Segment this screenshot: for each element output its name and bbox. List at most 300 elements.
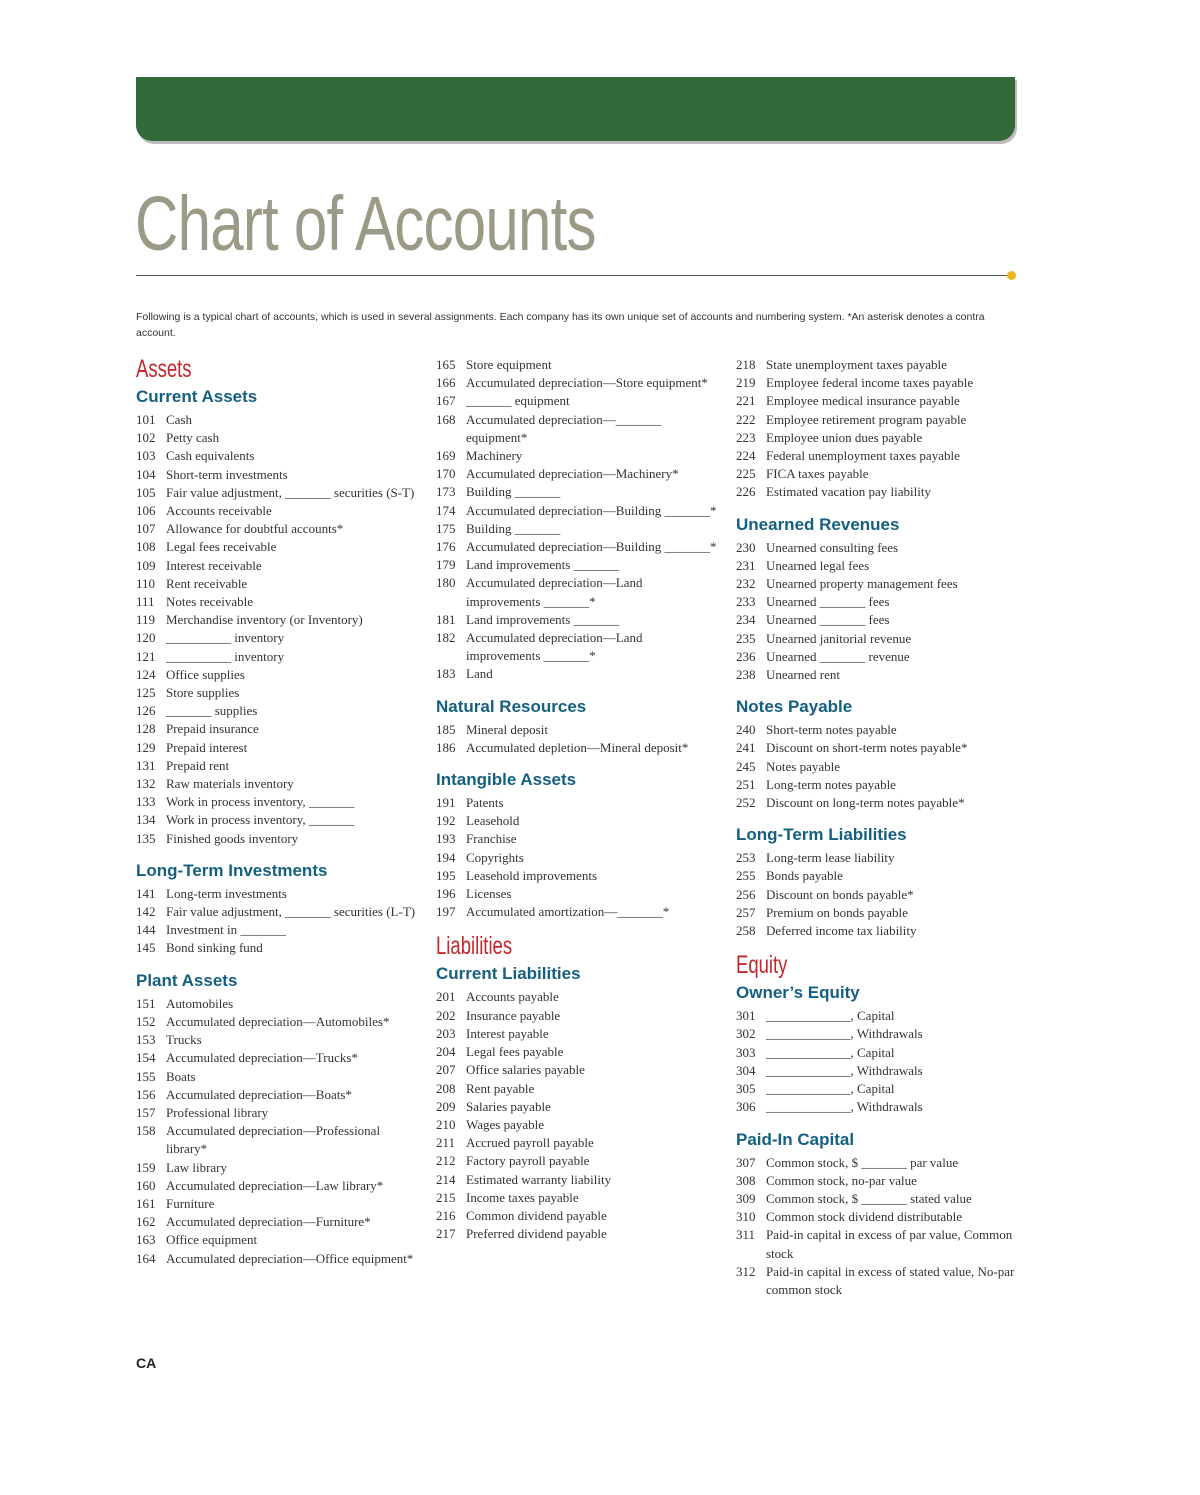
account-row bbox=[136, 1231, 418, 1249]
account-name: Notes receivable bbox=[166, 594, 253, 610]
account-row bbox=[436, 1207, 718, 1225]
intro-text: Following is a typical chart of accounts, which is used in several assignments. Each company has its own unique set of accounts and numbering system. *An asterisk denotes a contra account. bbox=[136, 311, 985, 339]
subsection-heading: Natural Resources bbox=[436, 696, 587, 716]
account-number: 231 bbox=[736, 557, 756, 573]
account-number: 101 bbox=[136, 412, 156, 427]
account-number: 162 bbox=[136, 1214, 156, 1230]
account-name: _____________, Withdrawals bbox=[766, 1062, 923, 1078]
account-number: 144 bbox=[136, 922, 156, 938]
account-number: 106 bbox=[136, 503, 156, 519]
account-name: Salaries payable bbox=[466, 1098, 551, 1114]
account-row bbox=[736, 1208, 1018, 1226]
account-group-long-term-liabilities bbox=[736, 824, 1018, 940]
account-name: _______ equipment bbox=[466, 393, 570, 409]
account-row bbox=[436, 739, 718, 757]
account-row bbox=[436, 988, 718, 1006]
account-number: 110 bbox=[136, 575, 156, 591]
account-number: 197 bbox=[436, 904, 456, 920]
subsection-heading: Owner’s Equity bbox=[736, 983, 860, 1003]
account-number: 255 bbox=[736, 868, 756, 884]
account-row bbox=[136, 466, 418, 484]
account-name: Copyrights bbox=[466, 849, 524, 865]
account-name: Machinery bbox=[466, 448, 523, 464]
rule-dot bbox=[1007, 271, 1016, 280]
account-name: Accumulated depreciation—Office equipment* bbox=[166, 1250, 414, 1266]
account-name: Common stock, no-par value bbox=[766, 1172, 917, 1188]
account-number: 217 bbox=[436, 1226, 456, 1242]
account-number: 202 bbox=[436, 1007, 456, 1023]
account-row bbox=[136, 484, 418, 502]
account-name: Accumulated depreciation—Trucks* bbox=[166, 1050, 358, 1066]
account-name: Interest receivable bbox=[166, 557, 262, 573]
account-number: 120 bbox=[136, 630, 156, 646]
account-number: 111 bbox=[136, 594, 155, 610]
account-row bbox=[436, 849, 718, 867]
account-name: Store supplies bbox=[166, 685, 240, 701]
account-row bbox=[736, 758, 1018, 776]
account-row bbox=[136, 538, 418, 556]
account-row bbox=[136, 629, 418, 647]
account-number: 167 bbox=[436, 393, 456, 409]
subsection-heading: Paid-In Capital bbox=[736, 1129, 855, 1149]
account-name: Office equipment bbox=[166, 1232, 258, 1248]
account-row bbox=[136, 1049, 418, 1067]
account-group-long-term-investments bbox=[136, 860, 418, 958]
subsection-heading: Long-Term Liabilities bbox=[736, 825, 907, 845]
account-row bbox=[436, 556, 718, 574]
account-number: 195 bbox=[436, 867, 456, 883]
account-row bbox=[136, 1195, 418, 1213]
account-number: 252 bbox=[736, 795, 756, 811]
account-number: 121 bbox=[136, 648, 156, 664]
account-name: Preferred dividend payable bbox=[466, 1226, 607, 1242]
account-row bbox=[136, 1031, 418, 1049]
account-row bbox=[136, 557, 418, 575]
account-name: Franchise bbox=[466, 831, 517, 847]
account-row bbox=[736, 666, 1018, 684]
account-name: Short-term investments bbox=[166, 466, 288, 482]
account-row bbox=[136, 793, 418, 811]
account-name: Boats bbox=[166, 1068, 196, 1084]
account-row bbox=[136, 903, 418, 921]
account-name: Employee union dues payable bbox=[766, 429, 923, 445]
column-1 bbox=[136, 356, 418, 1268]
account-row bbox=[736, 1062, 1018, 1080]
account-name: Long-term notes payable bbox=[766, 776, 896, 792]
account-group-plant-assets bbox=[136, 970, 418, 1268]
account-row bbox=[736, 849, 1018, 867]
subsection-heading: Notes Payable bbox=[736, 697, 853, 717]
account-number: 108 bbox=[136, 539, 156, 555]
account-group-current-liabilities bbox=[436, 963, 718, 1243]
account-name: Mineral deposit bbox=[466, 721, 548, 737]
account-row bbox=[736, 447, 1018, 465]
account-row bbox=[136, 830, 418, 848]
account-name: Trucks bbox=[166, 1032, 202, 1048]
account-name: Employee federal income taxes payable bbox=[766, 375, 974, 391]
account-name: Leasehold improvements bbox=[466, 867, 598, 883]
account-number: 209 bbox=[436, 1098, 456, 1114]
account-name: Licenses bbox=[466, 886, 512, 902]
account-row bbox=[736, 1172, 1018, 1190]
account-number: 210 bbox=[436, 1116, 456, 1132]
account-row bbox=[136, 502, 418, 520]
account-number: 166 bbox=[436, 375, 456, 391]
account-number: 176 bbox=[436, 539, 456, 555]
account-row bbox=[136, 429, 418, 447]
account-number: 207 bbox=[436, 1062, 456, 1078]
account-row bbox=[736, 1190, 1018, 1208]
account-row bbox=[736, 648, 1018, 666]
account-name: Accumulated amortization—_______* bbox=[466, 904, 670, 920]
account-row bbox=[736, 1044, 1018, 1062]
account-name: Notes payable bbox=[766, 758, 841, 774]
section-heading-assets: Assets bbox=[136, 355, 192, 383]
account-name: Accumulated depreciation—Automobiles* bbox=[166, 1013, 390, 1029]
account-row bbox=[136, 1250, 418, 1268]
account-number: 185 bbox=[436, 721, 456, 737]
section-heading-equity: Equity bbox=[736, 951, 788, 980]
account-row bbox=[736, 794, 1018, 812]
account-number: 230 bbox=[736, 539, 756, 555]
account-number: 219 bbox=[736, 375, 756, 391]
account-group-unearned-revenues bbox=[736, 514, 1018, 685]
account-row bbox=[136, 1068, 418, 1086]
account-name: Accumulated depreciation—Furniture* bbox=[166, 1214, 371, 1230]
account-number: 161 bbox=[136, 1195, 156, 1211]
account-name: Unearned legal fees bbox=[766, 557, 870, 573]
account-name: Unearned rent bbox=[766, 667, 840, 683]
account-number: 215 bbox=[436, 1189, 456, 1205]
account-name: Wages payable bbox=[466, 1116, 544, 1132]
account-name: Unearned _______ revenue bbox=[766, 648, 910, 664]
account-name: Land bbox=[466, 666, 493, 682]
account-name: Furniture bbox=[166, 1195, 215, 1211]
account-row bbox=[736, 922, 1018, 940]
account-name: _____________, Capital bbox=[766, 1081, 895, 1097]
account-number: 241 bbox=[736, 740, 756, 756]
account-name: Building _______ bbox=[466, 484, 561, 500]
account-row bbox=[136, 739, 418, 757]
subsection-heading: Intangible Assets bbox=[436, 770, 577, 790]
account-row bbox=[736, 1154, 1018, 1172]
account-number: 214 bbox=[436, 1171, 456, 1187]
account-row bbox=[436, 1225, 718, 1243]
account-number: 192 bbox=[436, 813, 456, 829]
account-name: Building _______ bbox=[466, 520, 561, 536]
account-number: 128 bbox=[136, 721, 156, 737]
account-number: 163 bbox=[136, 1232, 156, 1248]
account-row bbox=[436, 1189, 718, 1207]
account-number: 312 bbox=[736, 1263, 756, 1279]
account-number: 182 bbox=[436, 630, 456, 646]
account-row bbox=[436, 830, 718, 848]
account-row bbox=[136, 684, 418, 702]
account-name: Common stock, $ _______ stated value bbox=[766, 1190, 972, 1206]
account-row bbox=[436, 665, 718, 683]
account-row bbox=[736, 721, 1018, 739]
account-number: 221 bbox=[736, 393, 756, 409]
account-number: 196 bbox=[436, 886, 456, 902]
account-row bbox=[136, 1086, 418, 1104]
account-number: 104 bbox=[136, 466, 156, 482]
account-name: Accrued payroll payable bbox=[466, 1135, 594, 1151]
account-row bbox=[436, 1025, 718, 1043]
account-row bbox=[436, 721, 718, 739]
account-number: 169 bbox=[436, 448, 456, 464]
account-row bbox=[136, 575, 418, 593]
account-row bbox=[136, 666, 418, 684]
account-number: 245 bbox=[736, 758, 756, 774]
account-row bbox=[736, 483, 1018, 501]
account-row bbox=[136, 593, 418, 611]
account-name: Interest payable bbox=[466, 1025, 549, 1041]
account-row bbox=[736, 886, 1018, 904]
account-number: 193 bbox=[436, 831, 456, 847]
subsection-heading: Unearned Revenues bbox=[736, 514, 900, 534]
account-number: 105 bbox=[136, 484, 156, 500]
column-2 bbox=[436, 356, 718, 1243]
account-number: 308 bbox=[736, 1172, 756, 1188]
account-row bbox=[436, 885, 718, 903]
account-number: 142 bbox=[136, 904, 156, 920]
account-number: 224 bbox=[736, 448, 756, 464]
account-number: 180 bbox=[436, 575, 456, 591]
account-name: Federal unemployment taxes payable bbox=[766, 448, 960, 464]
account-number: 203 bbox=[436, 1025, 456, 1041]
account-row bbox=[736, 429, 1018, 447]
account-row bbox=[436, 502, 718, 520]
account-row bbox=[436, 794, 718, 812]
account-row bbox=[136, 811, 418, 829]
account-name: Common dividend payable bbox=[466, 1207, 607, 1223]
account-number: 181 bbox=[436, 611, 456, 627]
account-name: Discount on bonds payable* bbox=[766, 886, 914, 902]
account-name: Discount on short-term notes payable* bbox=[766, 740, 968, 756]
account-number: 191 bbox=[436, 795, 456, 811]
account-number: 222 bbox=[736, 411, 756, 427]
account-name: Accounts receivable bbox=[166, 503, 272, 519]
account-number: 168 bbox=[436, 411, 456, 427]
account-row bbox=[136, 921, 418, 939]
account-row bbox=[736, 1263, 1018, 1299]
account-name: Paid-in capital in excess of par value, Common stock bbox=[766, 1227, 1013, 1261]
account-name: Accumulated depreciation—_______ equipment* bbox=[466, 411, 662, 445]
account-number: 135 bbox=[136, 830, 156, 846]
account-name: Land improvements _______ bbox=[466, 611, 620, 627]
account-row bbox=[436, 465, 718, 483]
account-name: Store equipment bbox=[466, 357, 552, 372]
account-row bbox=[136, 1177, 418, 1195]
account-number: 226 bbox=[736, 484, 756, 500]
account-number: 109 bbox=[136, 557, 156, 573]
account-number: 302 bbox=[736, 1026, 756, 1042]
subsection-heading: Current Assets bbox=[136, 387, 258, 406]
account-row bbox=[136, 1159, 418, 1177]
account-name: Insurance payable bbox=[466, 1007, 561, 1023]
account-number: 256 bbox=[736, 886, 756, 902]
account-row bbox=[136, 939, 418, 957]
account-group-intangible-assets bbox=[436, 769, 718, 921]
account-number: 218 bbox=[736, 357, 756, 372]
account-number: 301 bbox=[736, 1008, 756, 1024]
account-row bbox=[136, 775, 418, 793]
account-group-natural-resources bbox=[436, 696, 718, 757]
account-row bbox=[736, 1007, 1018, 1025]
account-row bbox=[736, 1226, 1018, 1262]
account-row bbox=[736, 593, 1018, 611]
account-name: Prepaid insurance bbox=[166, 721, 259, 737]
account-row bbox=[436, 1152, 718, 1170]
account-number: 159 bbox=[136, 1159, 156, 1175]
account-number: 153 bbox=[136, 1032, 156, 1048]
account-number: 303 bbox=[736, 1044, 756, 1060]
account-row bbox=[436, 411, 718, 447]
account-row bbox=[436, 1007, 718, 1025]
account-name: Long-term investments bbox=[166, 885, 287, 901]
account-name: Accumulated depreciation—Law library* bbox=[166, 1177, 384, 1193]
account-name: Unearned _______ fees bbox=[766, 612, 890, 628]
account-name: Law library bbox=[166, 1159, 228, 1175]
account-name: Common stock, $ _______ par value bbox=[766, 1154, 959, 1170]
account-number: 186 bbox=[436, 739, 456, 755]
account-number: 179 bbox=[436, 557, 456, 573]
account-name: Professional library bbox=[166, 1104, 269, 1120]
account-number: 125 bbox=[136, 685, 156, 701]
account-row bbox=[136, 1213, 418, 1231]
account-row bbox=[436, 1134, 718, 1152]
account-name: Bonds payable bbox=[766, 868, 843, 884]
account-row bbox=[736, 392, 1018, 410]
account-name: Fair value adjustment, _______ securities (S-T) bbox=[166, 484, 415, 500]
account-row bbox=[136, 411, 418, 429]
account-name: Work in process inventory, _______ bbox=[166, 794, 355, 810]
subsection-heading: Plant Assets bbox=[136, 970, 238, 990]
account-name: Employee retirement program payable bbox=[766, 411, 967, 427]
account-number: 174 bbox=[436, 502, 456, 518]
account-number: 306 bbox=[736, 1099, 756, 1115]
account-row bbox=[136, 1104, 418, 1122]
subsection-heading: Current Liabilities bbox=[436, 964, 581, 984]
account-number: 132 bbox=[136, 776, 156, 792]
account-row bbox=[436, 392, 718, 410]
account-number: 304 bbox=[736, 1062, 756, 1078]
account-row bbox=[736, 904, 1018, 922]
account-number: 119 bbox=[136, 612, 156, 628]
account-row bbox=[736, 539, 1018, 557]
account-number: 305 bbox=[736, 1081, 756, 1097]
title-rule bbox=[136, 275, 1010, 276]
account-number: 160 bbox=[136, 1177, 156, 1193]
account-number: 134 bbox=[136, 812, 156, 828]
account-name: Premium on bonds payable bbox=[766, 904, 908, 920]
account-row bbox=[136, 520, 418, 538]
account-group-current-assets bbox=[136, 386, 418, 848]
account-row bbox=[736, 739, 1018, 757]
account-row bbox=[136, 1122, 418, 1158]
account-name: __________ inventory bbox=[166, 630, 285, 646]
account-name: Accumulated depreciation—Machinery* bbox=[466, 466, 679, 482]
account-row bbox=[136, 885, 418, 903]
account-number: 152 bbox=[136, 1013, 156, 1029]
account-name: Office supplies bbox=[166, 666, 245, 682]
account-number: 212 bbox=[436, 1153, 456, 1169]
account-name: Legal fees payable bbox=[466, 1044, 564, 1060]
account-name: Land improvements _______ bbox=[466, 557, 620, 573]
account-name: Accumulated depreciation—Land improvements _______* bbox=[466, 575, 643, 609]
page-label: CA bbox=[136, 1355, 157, 1371]
account-name: Office salaries payable bbox=[466, 1062, 585, 1078]
account-number: 102 bbox=[136, 430, 156, 446]
account-row bbox=[736, 557, 1018, 575]
account-name: _____________, Capital bbox=[766, 1008, 895, 1024]
account-number: 236 bbox=[736, 648, 756, 664]
account-row bbox=[136, 648, 418, 666]
account-name: Discount on long-term notes payable* bbox=[766, 795, 965, 811]
account-row bbox=[136, 611, 418, 629]
account-row bbox=[736, 575, 1018, 593]
account-row bbox=[436, 812, 718, 830]
account-name: Unearned janitorial revenue bbox=[766, 630, 912, 646]
account-row bbox=[136, 702, 418, 720]
account-name: _____________, Capital bbox=[766, 1044, 895, 1060]
account-number: 131 bbox=[136, 757, 156, 773]
account-number: 225 bbox=[736, 466, 756, 482]
account-name: _____________, Withdrawals bbox=[766, 1099, 923, 1115]
account-row bbox=[736, 356, 1018, 374]
account-number: 154 bbox=[136, 1050, 156, 1066]
account-row bbox=[436, 574, 718, 610]
account-number: 157 bbox=[136, 1104, 156, 1120]
account-number: 164 bbox=[136, 1250, 156, 1266]
account-number: 311 bbox=[736, 1227, 756, 1243]
account-number: 158 bbox=[136, 1123, 156, 1139]
account-row bbox=[436, 1061, 718, 1079]
account-name: Accumulated depreciation—Land improvements _______* bbox=[466, 630, 643, 664]
account-number: 234 bbox=[736, 612, 756, 628]
account-name: Accumulated depreciation—Store equipment* bbox=[466, 375, 708, 391]
account-name: Short-term notes payable bbox=[766, 722, 897, 738]
account-row bbox=[436, 447, 718, 465]
account-number: 107 bbox=[136, 521, 156, 537]
account-name: Factory payroll payable bbox=[466, 1153, 590, 1169]
account-number: 156 bbox=[136, 1086, 156, 1102]
account-row bbox=[736, 1098, 1018, 1116]
account-name: Long-term lease liability bbox=[766, 850, 895, 866]
account-row bbox=[736, 411, 1018, 429]
account-row bbox=[436, 483, 718, 501]
account-row bbox=[736, 630, 1018, 648]
account-number: 126 bbox=[136, 703, 156, 719]
account-name: Cash bbox=[166, 412, 192, 427]
account-row bbox=[436, 538, 718, 556]
account-name: Estimated warranty liability bbox=[466, 1171, 612, 1187]
account-number: 204 bbox=[436, 1044, 456, 1060]
account-name: Accounts payable bbox=[466, 989, 559, 1005]
account-number: 151 bbox=[136, 995, 156, 1011]
account-name: Common stock dividend distributable bbox=[766, 1209, 963, 1225]
subsection-heading: Long-Term Investments bbox=[136, 860, 328, 880]
account-number: 258 bbox=[736, 923, 756, 939]
account-row bbox=[436, 611, 718, 629]
account-number: 211 bbox=[436, 1135, 456, 1151]
account-number: 201 bbox=[436, 989, 456, 1005]
account-number: 165 bbox=[436, 357, 456, 372]
account-group bbox=[436, 356, 718, 684]
account-number: 235 bbox=[736, 630, 756, 646]
account-number: 251 bbox=[736, 776, 756, 792]
account-number: 238 bbox=[736, 667, 756, 683]
